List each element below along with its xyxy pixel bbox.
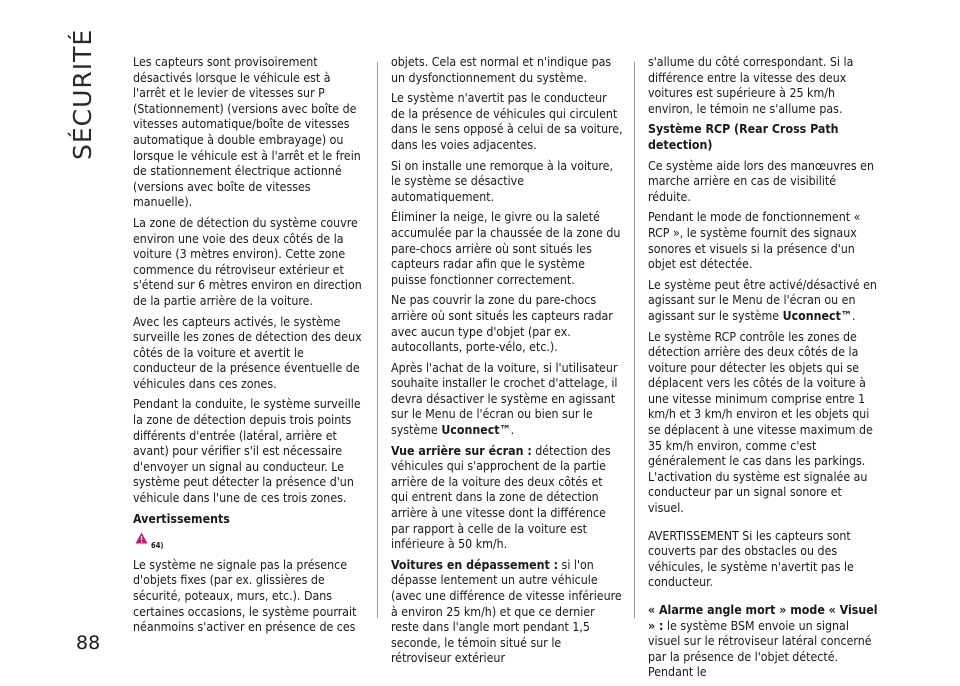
- paragraph-text: le système BSM envoie un signal visuel sur le rétroviseur latéral concerné par la présence de l'objet détecté. Pendant le: [648, 618, 872, 680]
- term-blind-spot-alarm: « Alarme angle mort » mode « Visuel » :: [648, 603, 878, 633]
- term-overtaking: Voitures en dépassement :: [391, 557, 559, 572]
- page-number: 88: [76, 632, 101, 654]
- paragraph: La zone de détection du système couvre environ une voie des deux côtés de la voiture (3 mètres environ). Cette zone commence du rétroviseur extérieur et s'étend sur 6 mètres environ en direction de la partie arrière de la voiture.: [133, 215, 362, 308]
- column-1: [133, 55, 365, 641]
- paragraph: Si on installe une remorque à la voiture, le système se désactive automatiquement.: [391, 158, 613, 204]
- paragraph-end: .: [851, 308, 856, 323]
- paragraph-text: Le système peut être activé/désactivé en agissant sur le Menu de l'écran ou en agissant sur le système: [648, 277, 877, 323]
- rcp-heading: Système RCP (Rear Cross Path detection): [648, 122, 839, 152]
- paragraph: AVERTISSEMENT Si les capteurs sont couverts par des obstacles ou des véhicules, le système n'avertit pas le conducteur.: [648, 528, 854, 590]
- paragraph: Le système n'avertit pas le conducteur de la présence de véhicules qui circulent dans le sens opposé à celui de sa voiture, dans les voies adjacentes.: [391, 91, 623, 152]
- uconnect-term: Uconnect™: [782, 308, 852, 323]
- paragraph: Ne pas couvrir la zone du pare-chocs arrière où sont situés les capteurs radar avec aucun type d'objet (par ex. autocollants, porte-vélo, etc.).: [391, 293, 613, 355]
- column-2: [391, 55, 623, 672]
- spacer: [648, 522, 880, 529]
- paragraph: Pendant le mode de fonctionnement « RCP », le système fournit des signaux sonores et visuels si la présence d'un objet est détectée.: [648, 210, 861, 272]
- warning-triangle-icon: [135, 532, 148, 544]
- paragraph: Pendant la conduite, le système surveille la zone de détection depuis trois points différents d'entrée (latéral, arrière et avant) pour vérifier s'il est nécessaire d'envoyer un signal au conducteur. Le système peut détecter la présence d'un véhicule dans l'une de ces trois zones.: [133, 397, 361, 506]
- section-title: SÉCURITÉ: [68, 28, 97, 160]
- column-3: [648, 55, 880, 686]
- paragraph: [648, 278, 880, 325]
- paragraph-text: si l'on dépasse lentement un autre véhicule (avec une différence de vitesse inférieure à environ 25 km/h) et que ce dernier reste dans l'angle mort pendant 1,5 seconde, le témoin situé sur le rétroviseur extérieur: [391, 557, 622, 666]
- paragraph-text: Après l'achat de la voiture, si l'utilisateur souhaite installer le crochet d'attelage, il devra désactiver le système en agissant sur le Menu de l'écran ou bien sur le système: [391, 360, 618, 438]
- paragraph: Avec les capteurs activés, le système surveille les zones de détection des deux côtés de la voiture et avertit le conducteur de la présence éventuelle de véhicules dans ces zones.: [133, 314, 362, 391]
- paragraph: Ce système aide lors des manœuvres en marche arrière en cas de visibilité réduite.: [648, 158, 874, 204]
- paragraph: Le système ne signale pas la présence d'objets fixes (par ex. glissières de sécurité, poteaux, murs, etc.). Dans certaines occasions, le système pourrait néanmoins s'activer en présence de ces: [133, 557, 357, 635]
- paragraph-end: .: [510, 423, 515, 438]
- paragraph: Éliminer la neige, le givre ou la saleté accumulée par la chaussée de la zone du pare-chocs arrière où sont situés les capteurs radar afin que le système puisse fonctionner correctement.: [391, 210, 621, 287]
- paragraph: objets. Cela est normal et n'indique pas un dysfonctionnement du système.: [391, 55, 612, 85]
- paragraph: [391, 444, 623, 553]
- warning-reference: [135, 532, 365, 554]
- term-rear-view: Vue arrière sur écran :: [391, 443, 532, 458]
- warning-ref-number: 64): [151, 541, 164, 551]
- warnings-heading: Avertissements: [133, 511, 230, 526]
- paragraph: Les capteurs sont provisoirement désactivés lorsque le véhicule est à l'arrêt et le levier de vitesses sur P (Stationnement) (versions avec boîte de vitesses automatique/boîte de vitesses automatique à double embrayage) ou lorsque le véhicule est à l'arrêt et le frein de stationnement électrique actionné (versions avec boîte de vitesses manuelle).: [133, 55, 361, 210]
- uconnect-term: Uconnect™: [441, 423, 511, 438]
- spacer: [648, 596, 880, 603]
- paragraph: [648, 603, 880, 681]
- paragraph: [391, 558, 623, 667]
- paragraph: s'allume du côté correspondant. Si la différence entre la vitesse des deux voitures est supérieure à 25 km/h environ, le témoin ne s'allume pas.: [648, 55, 854, 116]
- column-separator: [634, 62, 635, 618]
- paragraph-text: détection des véhicules qui s'approchent de la partie arrière de la voiture des deux côtés et qui entrent dans la zone de détection arrière à une vitesse dont la différence par rapport à celle de la voiture est inférieure à 50 km/h.: [391, 443, 611, 552]
- paragraph: [391, 361, 623, 439]
- paragraph: Le système RCP contrôle les zones de détection arrière des deux côtés de la voiture pour détecter les objets qui se déplacent vers les côtés de la voiture à une vitesse minimum comprise entre 1 km/h et 3 km/h environ et les objets qui se déplacent à une vitesse maximum de 35 km/h environ, comme c'est généralement le cas dans les parkings. L'activation du système est signalée au conducteur par un signal sonore et visuel.: [648, 329, 873, 516]
- column-separator: [377, 62, 378, 618]
